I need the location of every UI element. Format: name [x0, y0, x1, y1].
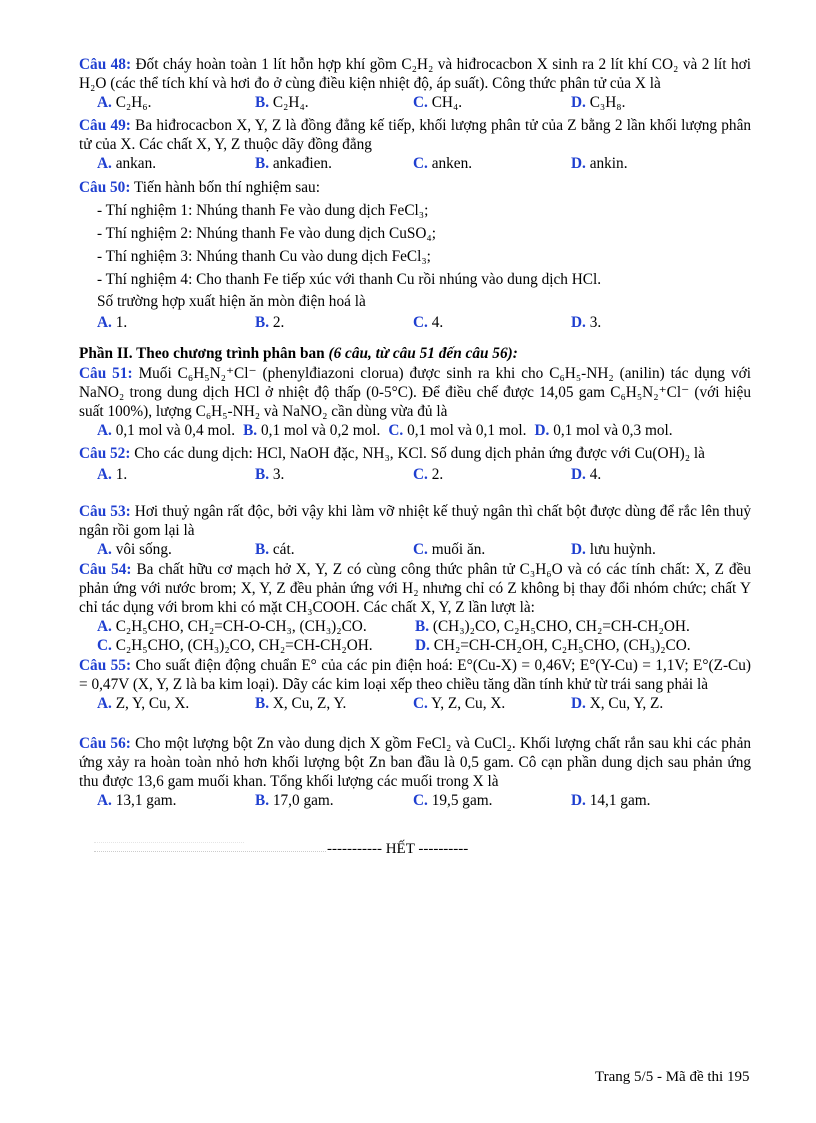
option-d[interactable]: D. 0,1 mol và 0,3 mol. [534, 422, 673, 439]
question-text: Hơi thuỷ ngân rất độc, bởi vậy khi làm vỡ nhiệt kế thuỷ ngân thì chất bột được dùng để rắc lên thuỷ ngân rồi gom lại là [79, 503, 751, 539]
divider [94, 851, 326, 852]
question-text: Cho một lượng bột Zn vào dung dịch X gồm FeCl₂ và CuCl₂. Khối lượng chất rắn sau khi các phản ứng xảy ra hoàn toàn nhỏ hơn khối lượng bột Zn ban đầu là 0,5 gam. Cô cạn phần dung dịch sau phản ứng thu được 13,6 gam muối khan. Tổng khối lượng các muối trong X là [79, 735, 752, 790]
experiment-item: - Thí nghiệm 1: Nhúng thanh Fe vào dung dịch FeCl₃; [97, 202, 429, 219]
option-a[interactable]: A. vôi sống. [97, 541, 172, 558]
option-d[interactable]: D. 3. [571, 314, 602, 331]
option-d[interactable]: D. lưu huỳnh. [571, 541, 656, 558]
experiment-item: - Thí nghiệm 3: Nhúng thanh Cu vào dung dịch FeCl₃; [97, 248, 431, 265]
option-b[interactable]: B. 17,0 gam. [255, 792, 334, 809]
option-c[interactable]: C. 4. [413, 314, 444, 331]
section-note: (6 câu, từ câu 51 đến câu 56): [328, 345, 518, 362]
question-label: Câu 54: [79, 561, 132, 578]
option-a[interactable]: A. C₂H₅CHO, CH₂=CH-O-CH₃, (CH₃)₂CO. [97, 618, 367, 635]
question-label: Câu 49: [79, 117, 131, 134]
option-c[interactable]: C. 19,5 gam. [413, 792, 493, 809]
question-52 [79, 444, 751, 484]
option-c[interactable]: C. Y, Z, Cu, X. [413, 695, 506, 712]
option-a[interactable]: A. 0,1 mol và 0,4 mol. [97, 422, 236, 439]
option-b[interactable]: B. ankađien. [255, 155, 332, 172]
question-text: Ba chất hữu cơ mạch hở X, Y, Z có cùng công thức phân tử C₃H₆O và có các tính chất: X, Z đều phản ứng với nước brom; X, Y, Z đều phản ứng với H₂ nhưng chỉ có Z không bị thay đổi nhóm chức; chất Y chỉ tác dụng với brom khi có mặt CH₃COOH. Các chất X, Y, Z lần lượt là: [79, 561, 752, 616]
option-b[interactable]: B. 3. [255, 466, 285, 483]
page-footer: Trang 5/5 - Mã đề thi 195 [595, 1069, 750, 1085]
option-b[interactable]: B. C₂H₄. [255, 94, 309, 111]
option-a[interactable]: A. 13,1 gam. [97, 792, 177, 809]
options-row [79, 465, 751, 484]
option-b[interactable]: B. cát. [255, 541, 295, 558]
question-51 [79, 364, 751, 440]
question-55 [79, 656, 751, 713]
question-label: Câu 48: [79, 56, 132, 73]
question-label: Câu 50: [79, 179, 131, 196]
options-row [79, 791, 751, 810]
question-56 [79, 734, 751, 810]
question-text: Tiến hành bốn thí nghiệm sau: [133, 179, 320, 196]
question-label: Câu 56: [79, 735, 131, 752]
question-text: Cho suất điện động chuẩn E° của các pin điện hoá: E°(Cu-X) = 0,46V; E°(Y-Cu) = 1,1V; E°(Z-Cu) = 0,47V (X, Y, Z là ba kim loại). Dãy các kim loại xếp theo chiều tăng dần tính khử từ trái sang phải là [79, 657, 751, 693]
options-row [79, 93, 751, 112]
question-48 [79, 55, 751, 112]
option-b[interactable]: B. 2. [255, 314, 285, 331]
question-label: Câu 55: [79, 657, 132, 674]
option-a[interactable]: A. Z, Y, Cu, X. [97, 695, 190, 712]
options-row [79, 421, 751, 440]
options-row [79, 636, 751, 655]
option-a[interactable]: A. 1. [97, 314, 128, 331]
option-a[interactable]: A. 1. [97, 466, 128, 483]
option-b[interactable]: B. X, Cu, Z, Y. [255, 695, 347, 712]
options-row [79, 154, 751, 173]
option-d[interactable]: D. ankin. [571, 155, 628, 172]
question-prompt: Số trường hợp xuất hiện ăn mòn điện hoá là [97, 293, 366, 310]
question-text: Muối C₆H₅N₂⁺Cl⁻ (phenylđiazoni clorua) được sinh ra khi cho C₆H₅-NH₂ (anilin) tác dụng với NaNO₂ trong dung dịch HCl ở nhiệt độ thấp (0-5°C). Để điều chế được 14,05 gam C₆H₅N₂⁺Cl⁻ (với hiệu suất 100%), lượng C₆H₅-NH₂ và NaNO₂ cần dùng vừa đủ là [79, 365, 752, 420]
section-title: Phần II. Theo chương trình phân ban [79, 345, 325, 362]
question-label: Câu 53: [79, 503, 131, 520]
question-54 [79, 560, 751, 655]
question-text: Cho các dung dịch: HCl, NaOH đặc, NH₃, KCl. Số dung dịch phản ứng được với Cu(OH)₂ là [134, 445, 705, 462]
option-c[interactable]: C. C₂H₅CHO, (CH₃)₂CO, CH₂=CH-CH₂OH. [97, 637, 373, 654]
question-label: Câu 52: [79, 445, 131, 462]
options-row [79, 694, 751, 713]
experiment-item: - Thí nghiệm 4: Cho thanh Fe tiếp xúc với thanh Cu rồi nhúng vào dung dịch HCl. [97, 271, 602, 288]
question-text: Ba hiđrocacbon X, Y, Z là đồng đẳng kế tiếp, khối lượng phân tử của Z bằng 2 lần khối lượng phân tử của X. Các chất X, Y, Z thuộc dãy đồng đẳng [79, 117, 752, 153]
option-c[interactable]: C. anken. [413, 155, 473, 172]
option-c[interactable]: C. 0,1 mol và 0,1 mol. [388, 422, 527, 439]
option-b[interactable]: B. (CH₃)₂CO, C₂H₅CHO, CH₂=CH-CH₂OH. [415, 618, 690, 635]
option-c[interactable]: C. CH₄. [413, 94, 463, 111]
options-row [79, 313, 751, 332]
question-text: Đốt cháy hoàn toàn 1 lít hỗn hợp khí gồm C₂H₂ và hiđrocacbon X sinh ra 2 lít khí CO₂ và 2 lít hơi H₂O (các thể tích khí và hơi đo ở cùng điều kiện nhiệt độ, áp suất). Công thức phân tử của X là [79, 56, 751, 92]
question-49 [79, 116, 751, 173]
section-heading [79, 344, 751, 363]
option-c[interactable]: C. muối ăn. [413, 541, 486, 558]
option-d[interactable]: D. CH₂=CH-CH₂OH, C₂H₅CHO, (CH₃)₂CO. [415, 637, 691, 654]
end-text: ----------- HẾT ---------- [327, 841, 469, 857]
option-d[interactable]: D. C₃H₈. [571, 94, 626, 111]
option-b[interactable]: B. 0,1 mol và 0,2 mol. [243, 422, 381, 439]
option-a[interactable]: A. C₂H₆. [97, 94, 152, 111]
options-row [79, 617, 751, 636]
question-label: Câu 51: [79, 365, 133, 382]
option-a[interactable]: A. ankan. [97, 155, 157, 172]
option-c[interactable]: C. 2. [413, 466, 444, 483]
divider [94, 842, 244, 843]
question-50 [79, 177, 751, 332]
option-d[interactable]: D. 4. [571, 466, 602, 483]
options-row [79, 540, 751, 559]
experiment-item: - Thí nghiệm 2: Nhúng thanh Fe vào dung dịch CuSO₄; [97, 225, 437, 242]
option-d[interactable]: D. 14,1 gam. [571, 792, 651, 809]
question-53 [79, 502, 751, 559]
option-d[interactable]: D. X, Cu, Y, Z. [571, 695, 664, 712]
